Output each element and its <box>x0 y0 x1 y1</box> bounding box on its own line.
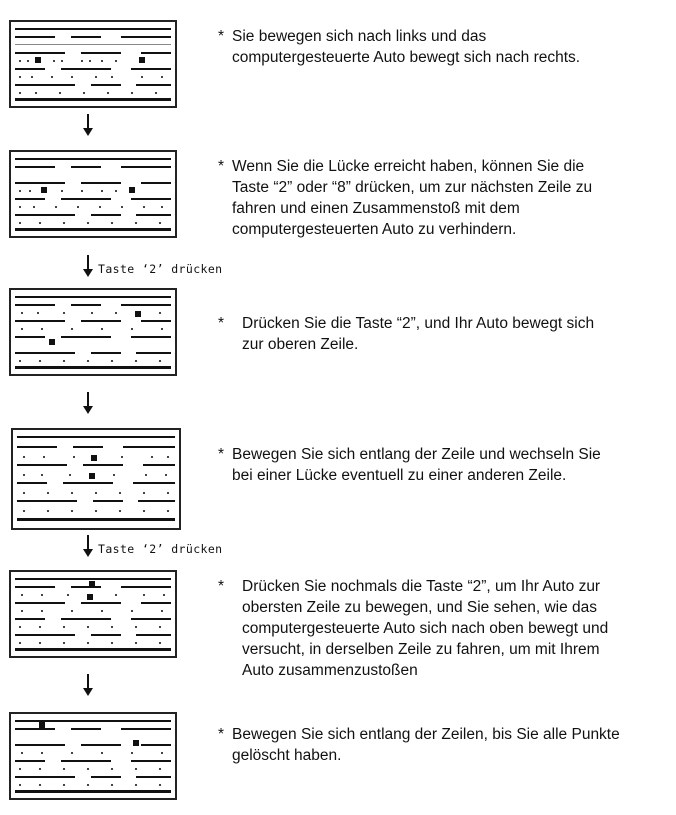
game-track-graphic <box>11 572 175 656</box>
down-arrow-icon <box>82 392 94 416</box>
game-screen-1 <box>9 20 177 108</box>
down-arrow-icon <box>82 114 94 138</box>
step-1-bullet: * <box>218 28 225 45</box>
game-screen-4 <box>11 428 181 530</box>
step-3-text <box>218 313 668 355</box>
down-arrow-icon <box>82 674 94 698</box>
step-6-bullet: * <box>218 726 225 743</box>
game-screen-2 <box>9 150 177 238</box>
step-6-text <box>218 724 668 766</box>
step-4-text <box>218 444 668 486</box>
step-5-bullet: * <box>218 578 225 595</box>
game-track-graphic <box>11 152 175 236</box>
step-3-bullet: * <box>218 315 225 332</box>
game-screen-3 <box>9 288 177 376</box>
game-screen-5 <box>9 570 177 658</box>
step-5-text <box>218 576 668 681</box>
arrow-label-3: Taste ‘2’ drücken <box>98 542 223 556</box>
step-2-description: Wenn Sie die Lücke erreicht haben, können Sie die Taste “2” oder “8” drücken, um zur nächsten Zeile zu fahren und einen Zusammenstoß mit dem computergesteuerten Auto zu verhindern. <box>232 158 593 238</box>
down-arrow-icon <box>82 255 94 279</box>
step-1-description: Sie bewegen sich nach links und das computergesteuerte Auto bewegt sich nach rechts. <box>232 28 581 66</box>
step-4-description: Bewegen Sie sich entlang der Zeile und wechseln Sie bei einer Lücke eventuell zu einer anderen Zeile. <box>232 446 601 484</box>
step-6-description: Bewegen Sie sich entlang der Zeilen, bis Sie alle Punkte gelöscht haben. <box>232 726 620 764</box>
step-5-description: Drücken Sie nochmals die Taste “2”, um Ihr Auto zur obersten Zeile zu bewegen, und Sie sehen, wie das computergesteuerte Auto sich nach oben bewegt und versucht, in derselben Zeile zu fahren, um mit Ihrem Auto zusammenzustoßen <box>242 578 609 679</box>
game-track-graphic <box>11 714 175 798</box>
step-2-bullet: * <box>218 158 225 175</box>
game-screen-6 <box>9 712 177 800</box>
down-arrow-icon <box>82 535 94 559</box>
game-track-graphic <box>11 22 175 106</box>
game-track-graphic <box>11 290 175 374</box>
arrow-label-1: Taste ‘2’ drücken <box>98 262 223 276</box>
step-4-bullet: * <box>218 446 225 463</box>
step-2-text <box>218 156 668 240</box>
step-3-description: Drücken Sie die Taste “2”, und Ihr Auto bewegt sich zur oberen Zeile. <box>242 315 595 353</box>
step-1-text <box>218 26 668 68</box>
game-track-graphic <box>13 430 179 528</box>
